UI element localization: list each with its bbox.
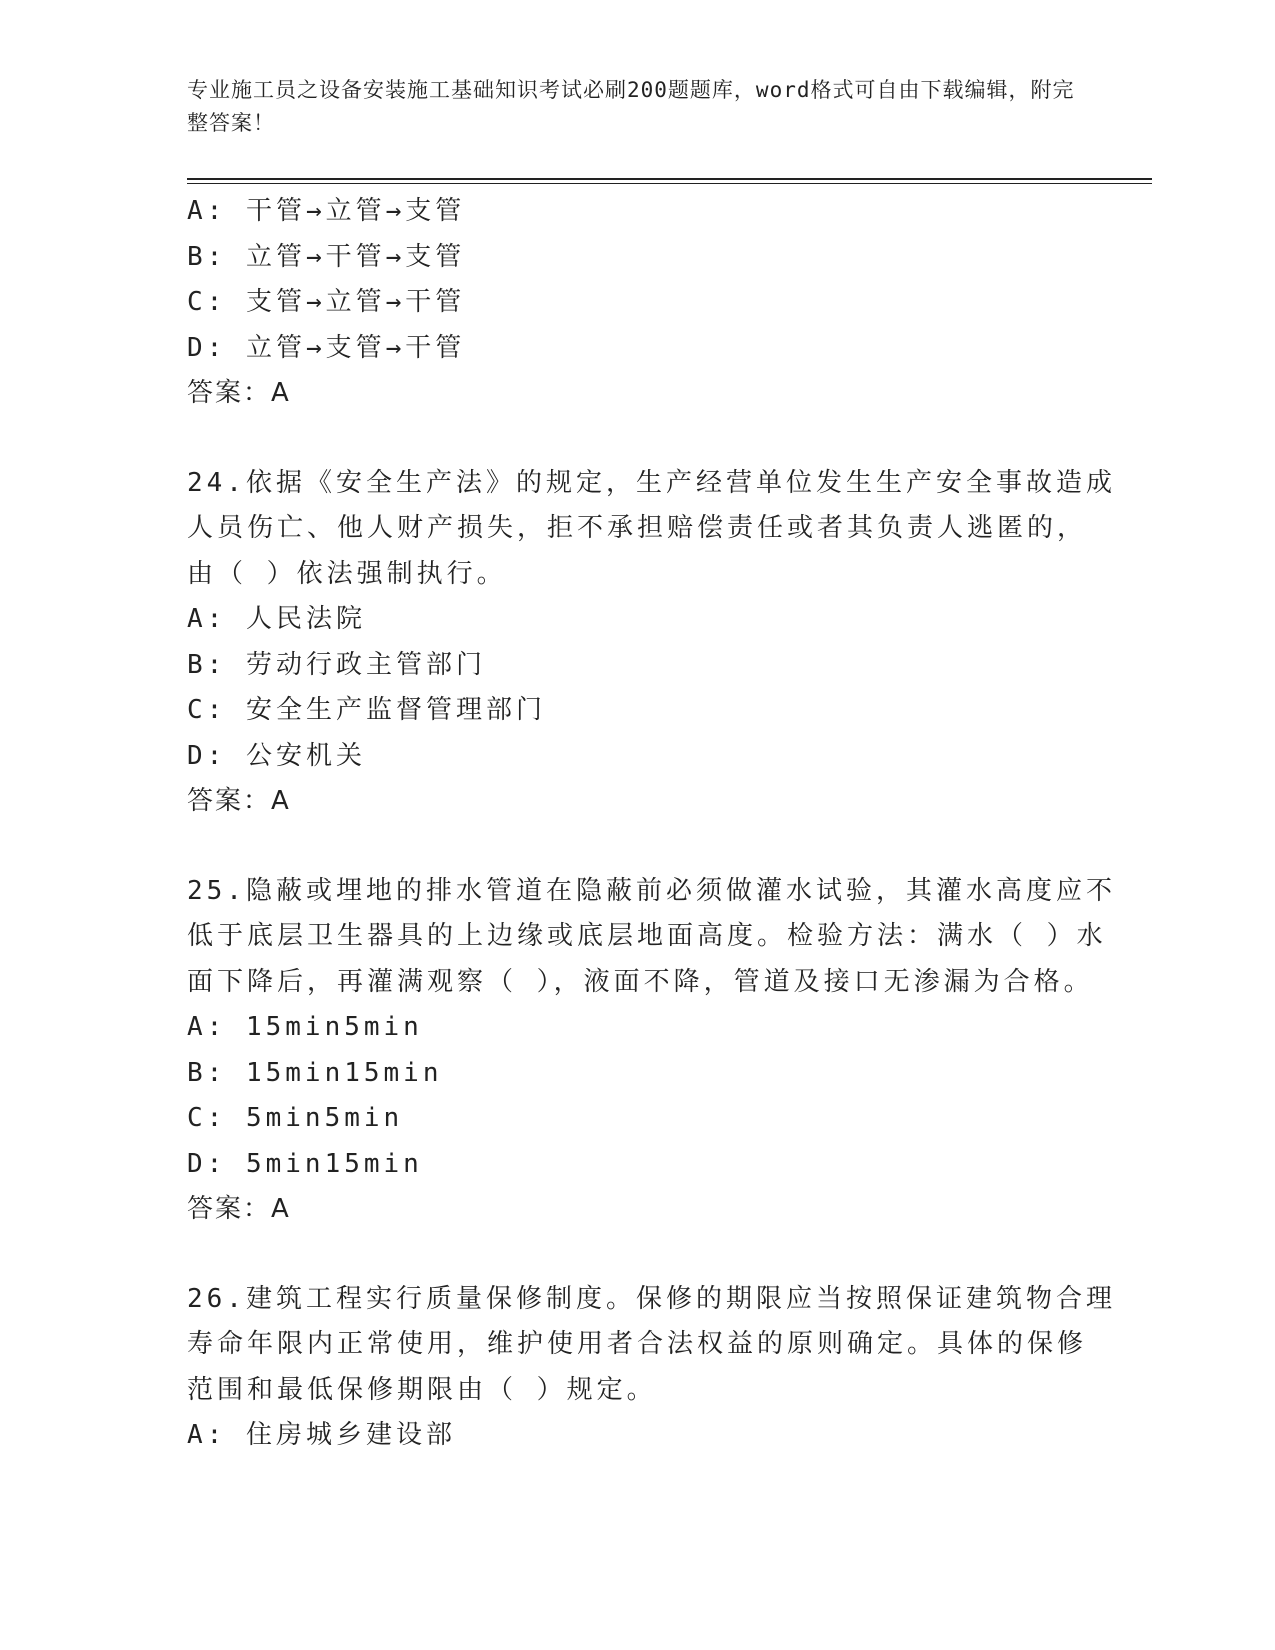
header-text: 专业施工员之设备安装施工基础知识考试必刷200题题库，word格式可自由下载编辑，附完整答案！ <box>187 78 1075 135</box>
answer-line: 答案：A <box>187 1194 291 1224</box>
option-d: D: 5min15min <box>187 1148 423 1179</box>
stem-line: 由（ ）依法强制执行。 <box>187 558 507 589</box>
header-divider-thick <box>187 178 1152 180</box>
stem-line: 24.依据《安全生产法》的规定，生产经营单位发生生产安全事故造成 <box>187 467 1116 498</box>
option-a: A: 15min5min <box>187 1012 423 1042</box>
stem-line: 25.隐蔽或埋地的排水管道在隐蔽前必须做灌水试验，其灌水高度应不 <box>187 875 1116 906</box>
option-d: D: 公安机关 <box>187 740 366 771</box>
option-b: B: 劳动行政主管部门 <box>187 649 486 680</box>
question-stem <box>187 1277 1116 1414</box>
question-24 <box>187 461 1116 825</box>
question-stem <box>187 869 1116 1006</box>
answer-line: 答案：A <box>187 786 291 816</box>
header-divider-thin <box>187 183 1152 184</box>
stem-line: 面下降后，再灌满观察（ ），液面不降，管道及接口无渗漏为合格。 <box>187 966 1094 997</box>
option-d: D: 立管→支管→干管 <box>187 332 466 363</box>
stem-line: 范围和最低保修期限由（ ）规定。 <box>187 1374 657 1405</box>
option-b: B: 立管→干管→支管 <box>187 241 466 272</box>
question-26 <box>187 1277 1116 1459</box>
stem-line: 低于底层卫生器具的上边缘或底层地面高度。检验方法：满水（ ）水 <box>187 921 1107 951</box>
answer-line: 答案：A <box>187 378 291 408</box>
option-c: C: 支管→立管→干管 <box>187 287 466 317</box>
question-25 <box>187 869 1116 1233</box>
option-c: C: 安全生产监督管理部门 <box>187 695 546 725</box>
option-c: C: 5min5min <box>187 1103 404 1133</box>
stem-line: 26.建筑工程实行质量保修制度。保修的期限应当按照保证建筑物合理 <box>187 1283 1116 1314</box>
question-list <box>187 189 1116 1459</box>
question-23-continued <box>187 189 1087 417</box>
document-header <box>187 74 1077 140</box>
stem-line: 寿命年限内正常使用，维护使用者合法权益的原则确定。具体的保修 <box>187 1329 1088 1359</box>
option-a: A: 干管→立管→支管 <box>187 196 466 226</box>
option-a: A: 住房城乡建设部 <box>187 1420 456 1450</box>
question-stem <box>187 461 1116 598</box>
option-a: A: 人民法院 <box>187 604 366 634</box>
option-b: B: 15min15min <box>187 1057 443 1088</box>
stem-line: 人员伤亡、他人财产损失，拒不承担赔偿责任或者其负责人逃匿的， <box>187 513 1088 543</box>
